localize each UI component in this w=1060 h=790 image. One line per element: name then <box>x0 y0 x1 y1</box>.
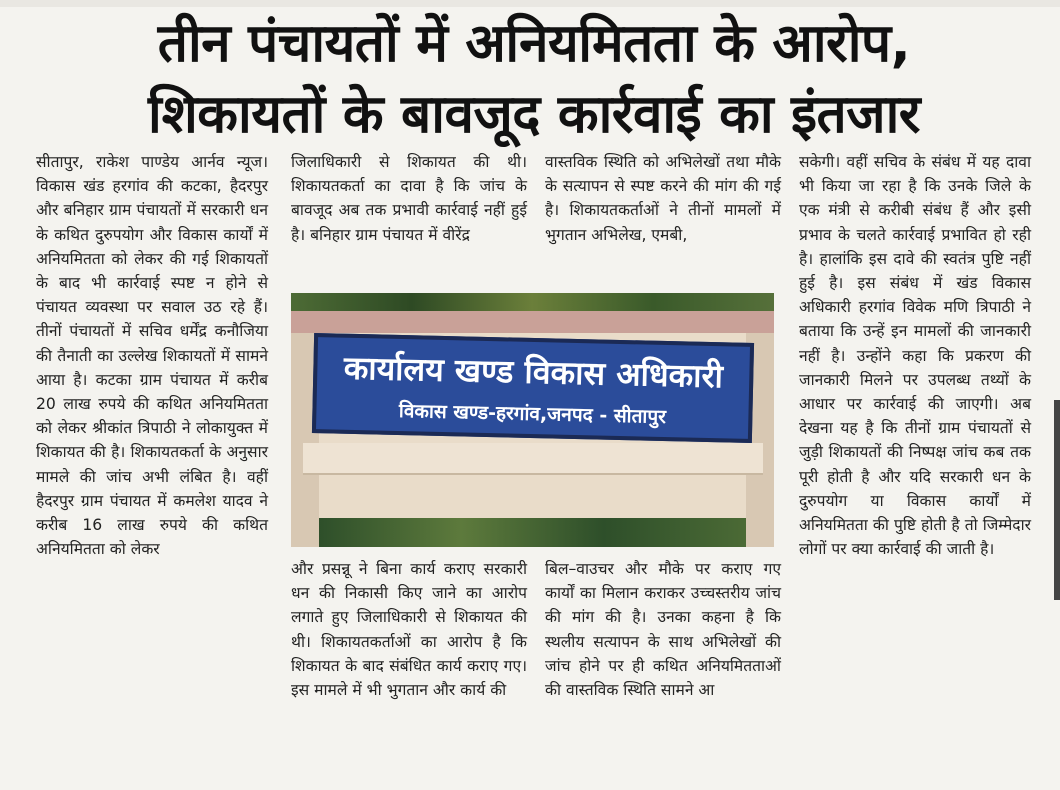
article-column-2-bottom <box>291 557 527 702</box>
headline <box>34 8 1034 150</box>
column-1-text: सीतापुर, राकेश पाण्डेय आर्नव न्यूज। विकास खंड हरगांव की कटका, हैदरपुर और बनिहार ग्राम पंचायतों में सरकारी धन के कथित दुरुपयोग और विकास कार्यों में अनियमितता को लेकर की गई शिकायतों के बाद भी कार्रवाई स्पष्ट न होने से पंचायत व्यवस्था पर सवाल उठ रहे हैं। तीनों पंचायतों में सचिव धर्मेंद्र कनौजिया की तैनाती का उल्लेख शिकायतों में सामने आया है। कटका ग्राम पंचायत में करीब 20 लाख रुपये की कथित अनियमितता को लेकर श्रीकांत त्रिपाठी ने लोकायुक्त में शिकायत की है। शिकायतकर्ता के अनुसार मामले की जांच अभी लंबित है। वहीं हैदरपुर ग्राम पंचायत में कमलेश यादव ने करीब 16 लाख रुपये की कथित अनियमितता को लेकर <box>36 153 268 559</box>
article-column-4 <box>799 150 1031 561</box>
previous-article-strip <box>0 0 1060 7</box>
column-4-text: सकेगी। वहीं सचिव के संबंध में यह दावा भी किया जा रहा है कि उनके जिले के एक मंत्री से करीबी संबंध हैं और इसी प्रभाव के चलते कार्रवाई प्रभावित हो रही है। हालांकि इस दावे की स्वतंत्र पुष्टि नहीं हुई है। इस संबंध में खंड विकास अधिकारी हरगांव विवेक मणि त्रिपाठी ने बताया कि उन्हें इन मामलों की जानकारी नहीं है। उन्होंने कहा कि प्रकरण की जानकारी मिलने पर उपलब्ध तथ्यों के आधार पर कार्रवाई की जाएगी। अब देखना यह है कि तीनों ग्राम पंचायतों से जुड़ी शिकायतों की निष्पक्ष जांच कब तक पूरी होती है और यदि सरकारी धन के दुरुपयोग या विकास कार्यों में अनियमितता की पुष्टि होती है तो जिम्मेदार लोगों पर क्या कार्रवाई की जाती है। <box>799 153 1031 559</box>
office-signboard-photo <box>291 293 774 547</box>
signboard-title: कार्यालय खण्ड विकास अधिकारी <box>343 348 724 396</box>
column-3-bottom-text: बिल–वाउचर और मौके पर कराए गए कार्यों का मिलान कराकर उच्चस्तरीय जांच की मांग की है। उनका कहना है कि स्थलीय सत्यापन के साथ अभिलेखों की जांच होने पर ही कथित अनियमितताओं की वास्तविक स्थिति सामने आ <box>545 560 781 700</box>
photo-lintel <box>291 311 774 333</box>
column-3-top-text: वास्तविक स्थिति को अभिलेखों तथा मौके के सत्यापन से स्पष्ट करने की मांग की गई है। शिकायतकर्ताओं ने तीनों मामलों में भुगतान अभिलेख, एमबी, <box>545 153 781 244</box>
photo-beam <box>303 443 763 475</box>
article-column-2-top <box>291 150 527 247</box>
signboard-subtitle: विकास खण्ड-हरगांव,जनपद - सीतापुर <box>398 399 667 429</box>
article-column-3-top <box>545 150 781 247</box>
headline-line-2: शिकायतों के बावजूद कार्रवाई का इंतजार <box>148 84 920 145</box>
signboard <box>312 333 754 443</box>
photo-garden <box>319 518 746 547</box>
headline-line-1: तीन पंचायतों में अनियमितता के आरोप, <box>157 13 911 74</box>
article-column-3-bottom <box>545 557 781 702</box>
adjacent-photo-edge <box>1054 400 1060 600</box>
column-2-top-text: जिलाधिकारी से शिकायत की थी। शिकायतकर्ता का दावा है कि जांच के बावजूद अब तक प्रभावी कार्रवाई नहीं हुई है। बनिहार ग्राम पंचायत में वीरेंद्र <box>291 153 527 244</box>
article-column-1 <box>36 150 268 561</box>
adjacent-article-edge <box>1044 300 1060 790</box>
column-2-bottom-text: और प्रसन्नू ने बिना कार्य कराए सरकारी धन की निकासी किए जाने का आरोप लगाते हुए जिलाधिकारी से शिकायत की थी। शिकायतकर्ताओं का आरोप है कि शिकायत के बाद संबंधित कार्य कराए गए। इस मामले में भी भुगतान और कार्य की <box>291 560 527 700</box>
